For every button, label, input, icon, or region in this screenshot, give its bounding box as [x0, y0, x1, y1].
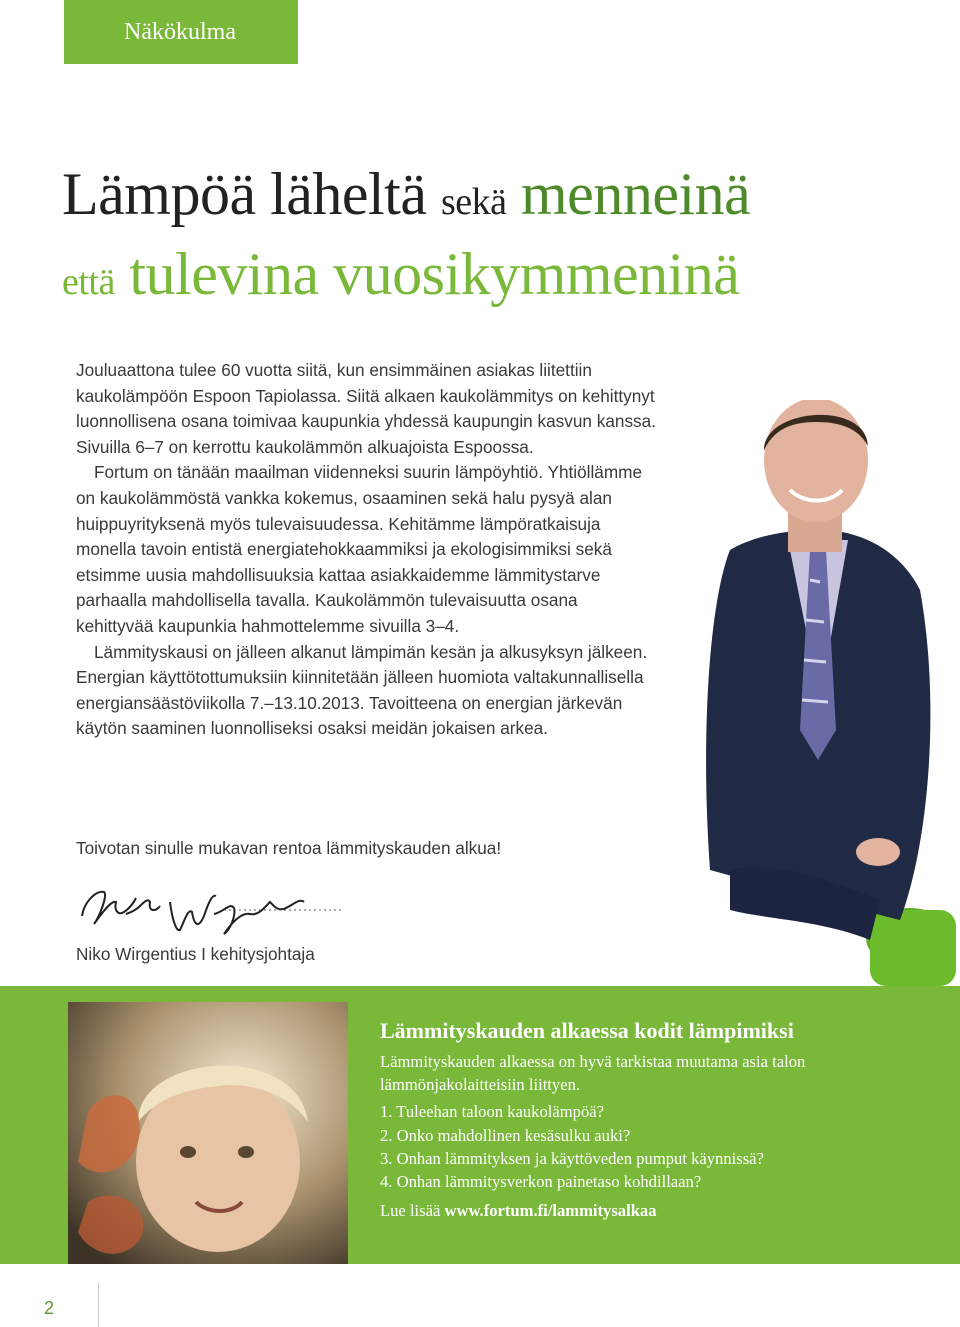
closing-line: Toivotan sinulle mukavan rentoa lämmityskauden alkua!: [76, 838, 502, 858]
checklist-item: 1. Tuleehan taloon kaukolämpöä?: [380, 1102, 604, 1122]
headline-part-3: menneinä: [506, 161, 751, 227]
signer-name: Niko Wirgentius I kehitysjohtaja: [76, 944, 315, 964]
checklist-item: 2. Onko mahdollinen kesäsulku auki?: [380, 1125, 631, 1145]
read-more-link[interactable]: www.fortum.fi/lammitysalkaa: [444, 1201, 657, 1221]
checklist-item: 4. Onhan lämmitysverkon painetaso kohdillaan?: [380, 1172, 702, 1192]
paragraph-2: Fortum on tänään maailman viidenneksi suurin lämpöyhtiö. Yhtiöllämme on kaukolämmöstä vankka kokemus, osaaminen sekä halu pysyä alan huippuyrityksenä myös tulevaisuudessa. Kehitämme lämpöratkaisuja monella tavoin entistä energiatehokkaammiksi ja ekologisimmiksi sekä etsimme uusia mahdollisuuksia kattaa asiakkaidemme lämmitystarve parhaalla mahdollisella tavalla. Kaukolämmön tulevaisuutta osana kehittyvää kaupunkia hahmottelemme sivuilla 3–4.: [76, 462, 643, 636]
signature-image: [74, 872, 354, 942]
paragraph-1: Jouluaattona tulee 60 vuotta siitä, kun ensimmäinen asiakas liitettiin kaukolämpöön Espoon Tapiolassa. Siitä alkaen kaukolämmitys on kehittynyt luonnollisena osana toimivaa kaupunkia yhdessä kaupungin kasvun kanssa. Sivuilla 6–7 on kerrottu kaukolämmön alkuajoista Espoossa.: [76, 360, 656, 457]
read-more: [380, 1199, 920, 1222]
headline-part-4: että: [62, 261, 115, 303]
headline-part-5: tulevina vuosikymmeninä: [114, 241, 740, 307]
portrait-photo: [670, 400, 960, 990]
checklist-item: 3. Onhan lämmityksen ja käyttöveden pumput käynnissä?: [380, 1148, 764, 1168]
paragraph-3: Lämmityskausi on jälleen alkanut lämpimän kesän ja alkusyksyn jälkeen. Energian käyttötottumuksiin kiinnitetään jälleen huomiota valtakunnallisella energiansäästöviikolla 7.–13.10.2013. Tavoitteena on energian järkevän käytön saaminen luonnolliseksi osaksi meidän jokaisen arkea.: [76, 641, 648, 739]
section-tab: [64, 0, 298, 64]
info-intro: Lämmityskauden alkaessa on hyvä tarkistaa muutama asia talon lämmönjakolaitteisiin liittyen.: [380, 1052, 806, 1095]
info-text: [380, 1050, 920, 1222]
checklist: [380, 1100, 920, 1193]
headline-part-1: Lämpöä läheltä: [62, 161, 441, 227]
info-title: Lämmityskauden alkaessa kodit lämpimiksi: [380, 1018, 794, 1043]
article-body: [76, 358, 656, 742]
child-photo: [68, 1002, 348, 1264]
page-title: [62, 158, 942, 318]
read-more-prefix: Lue lisää: [380, 1201, 445, 1221]
page-number: 2: [43, 1298, 54, 1318]
headline-part-2: sekä: [440, 181, 507, 223]
section-tab-label: Näkökulma: [124, 18, 236, 45]
page-divider: [98, 1282, 99, 1327]
